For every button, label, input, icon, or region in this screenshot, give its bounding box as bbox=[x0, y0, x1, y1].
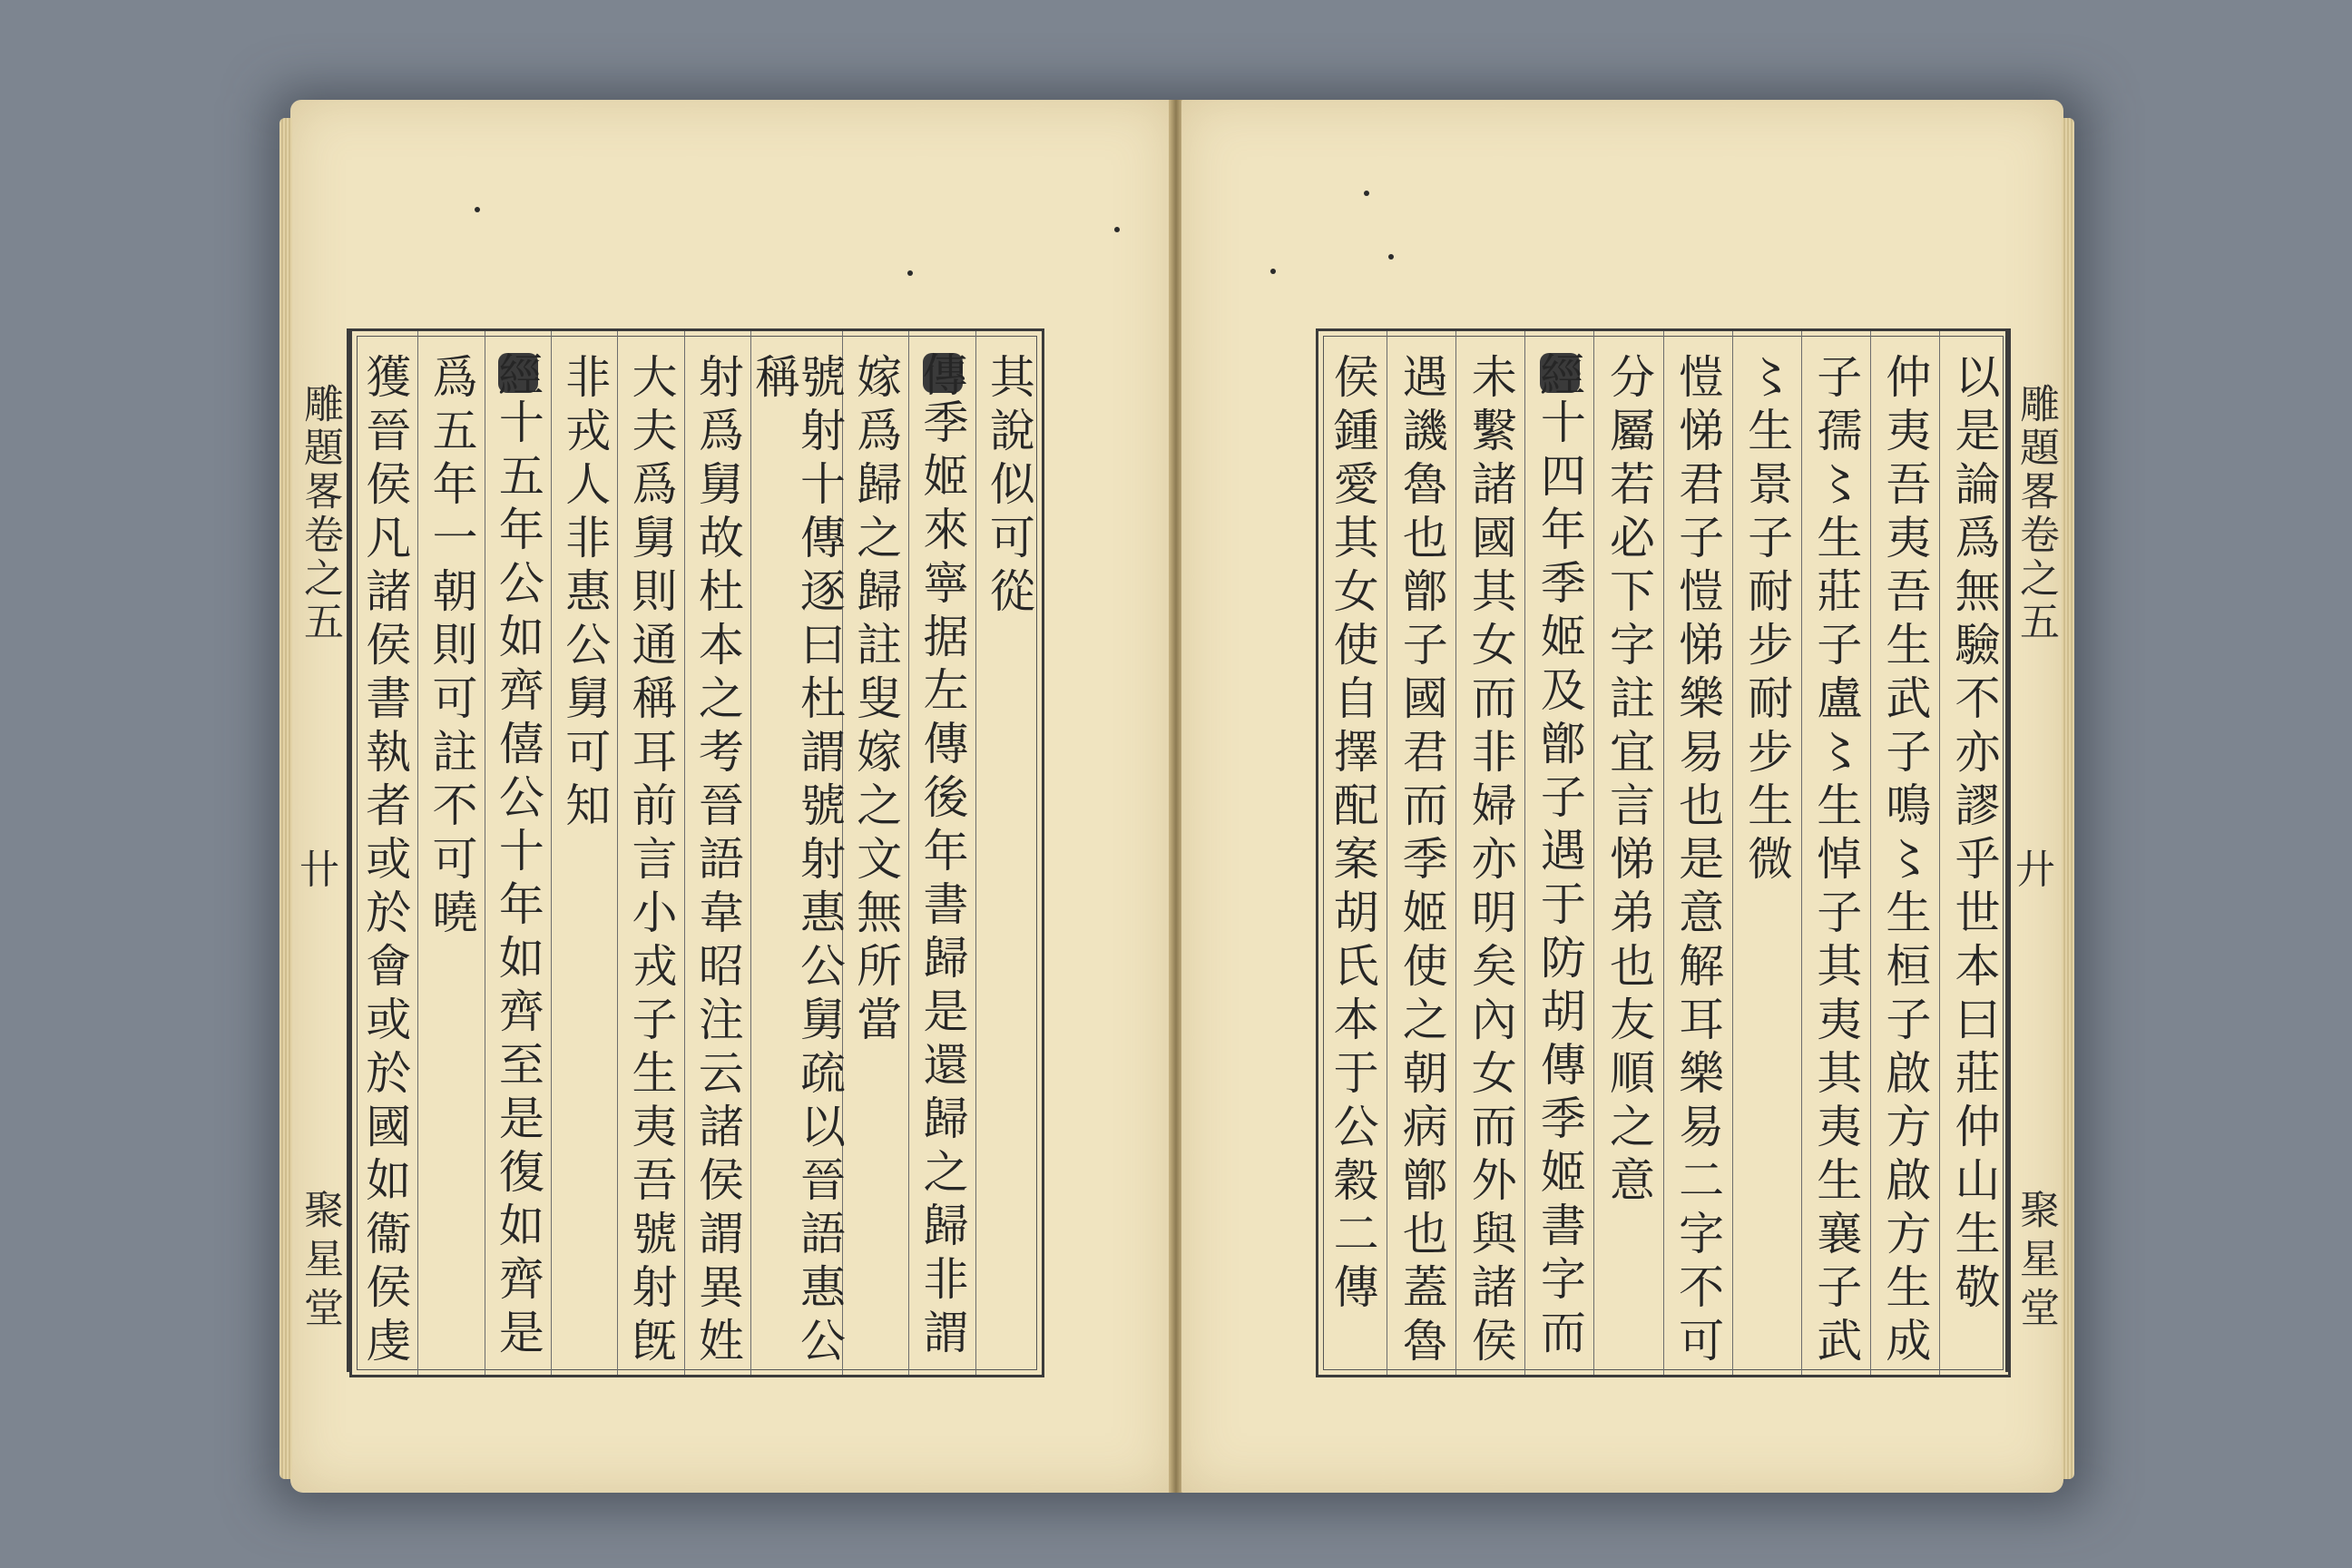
paper-speck bbox=[1114, 227, 1120, 232]
text-column bbox=[1318, 331, 1387, 1375]
left-text-frame bbox=[349, 328, 1044, 1377]
column-text: 未繫諸國其女而非婦亦明矣內女而外與諸侯 bbox=[1464, 353, 1517, 1370]
right-page-number: 廾 bbox=[2015, 847, 2055, 893]
right-margin-publisher: 聚星堂 bbox=[2013, 1189, 2059, 1336]
annotation-marker-icon: 經 bbox=[497, 349, 544, 402]
text-column bbox=[417, 331, 484, 1375]
paper-speck bbox=[1364, 191, 1369, 196]
column-text: 愷悌君子愷悌樂易也是意解耳樂易二字不可 bbox=[1671, 353, 1725, 1370]
paper-speck bbox=[1270, 269, 1276, 274]
left-margin-title: 雕題畧卷之五 bbox=[297, 383, 343, 644]
column-text: 十五年公如齊僖公十年如齊至是復如齊是 bbox=[491, 398, 544, 1362]
column-text: 以是論爲無驗不亦謬乎世本曰莊仲山生敬 bbox=[1947, 353, 2001, 1317]
column-text: 大夫爲舅則通稱耳前言小戎子生夷吾號射旣 bbox=[624, 353, 678, 1370]
column-text: 射爲舅故杜本之考晉語韋昭注云諸侯謂異姓 bbox=[691, 353, 744, 1370]
column-text: 嫁爲歸之歸註叟嫁之文無所當 bbox=[849, 353, 903, 1049]
column-text: 分屬若必下字註宜言悌弟也友順之意 bbox=[1602, 353, 1655, 1210]
column-text: 〻生景子耐步耐步生微 bbox=[1740, 353, 1794, 888]
column-text: 子孺〻生莊子盧〻生悼子其夷其夷生襄子武 bbox=[1809, 353, 1863, 1370]
column-text: 仲夷吾夷吾生武子鳴〻生桓子啟方啟方生成 bbox=[1878, 353, 1932, 1370]
column-text: 遇譏魯也鄫子國君而季姬使之朝病鄫也蓋魯 bbox=[1395, 353, 1448, 1370]
annotation-marker-icon: 傳 bbox=[922, 349, 968, 402]
text-column bbox=[1593, 331, 1662, 1375]
text-column bbox=[485, 331, 551, 1375]
left-page-margin-strip bbox=[292, 328, 349, 1372]
text-column bbox=[1732, 331, 1801, 1375]
column-text: 非戎人非惠公舅可知 bbox=[558, 353, 612, 835]
column-text: 侯鍾愛其女使自擇配案胡氏本于公穀二傳 bbox=[1326, 353, 1379, 1317]
column-text: 獲晉侯凡諸侯書執者或於會或於國如衞侯虔 bbox=[358, 353, 412, 1370]
paper-speck bbox=[475, 207, 480, 212]
column-text: 季姬來寧据左傳後年書歸是還歸之歸非謂 bbox=[916, 398, 969, 1362]
text-column bbox=[1939, 331, 2008, 1375]
paper-speck bbox=[907, 270, 913, 276]
text-column bbox=[1663, 331, 1732, 1375]
text-column bbox=[1387, 331, 1455, 1375]
text-column bbox=[975, 331, 1042, 1375]
right-margin-title: 雕題畧卷之五 bbox=[2013, 383, 2059, 644]
text-column bbox=[748, 331, 847, 1375]
text-column bbox=[1455, 331, 1524, 1375]
right-page-margin-strip bbox=[2005, 328, 2063, 1372]
text-column bbox=[1801, 331, 1870, 1375]
left-page-number: 卄 bbox=[299, 847, 339, 893]
text-column bbox=[617, 331, 683, 1375]
text-column bbox=[551, 331, 617, 1375]
text-column bbox=[908, 331, 975, 1375]
left-margin-publisher: 聚星堂 bbox=[297, 1189, 343, 1336]
paper-speck bbox=[1388, 254, 1394, 260]
column-text: 其說似可從 bbox=[982, 353, 1035, 621]
annotation-marker-icon: 經 bbox=[1539, 349, 1585, 402]
text-column bbox=[1870, 331, 1939, 1375]
text-column bbox=[842, 331, 908, 1375]
column-text: 號射十傳逐曰杜謂號射惠公舅疏以晉語惠公稱 bbox=[748, 353, 847, 1370]
column-text: 十四年季姬及鄫子遇于防胡傳季姬書字而 bbox=[1533, 398, 1586, 1362]
text-column bbox=[352, 331, 417, 1375]
right-text-frame bbox=[1316, 328, 2011, 1377]
column-text: 爲五年一朝則可註不可曉 bbox=[425, 353, 478, 942]
text-column bbox=[684, 331, 750, 1375]
text-column bbox=[1524, 331, 1593, 1375]
